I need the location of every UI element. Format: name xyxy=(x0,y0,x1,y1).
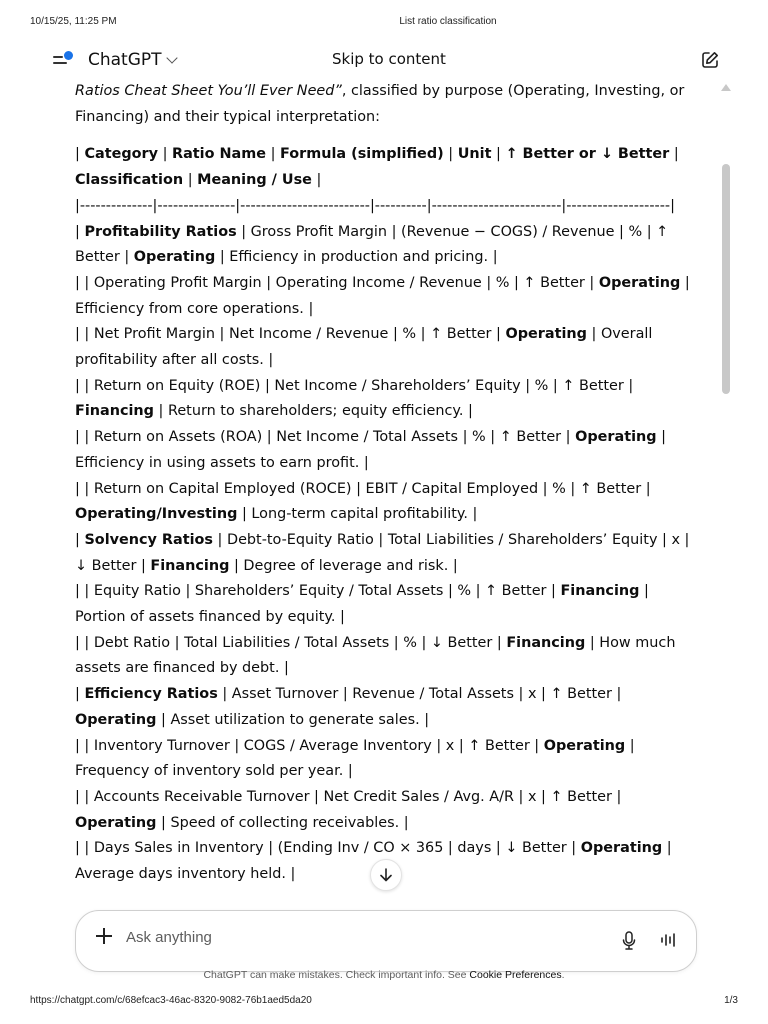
table-row: | | Return on Equity (ROE) | Net Income / Shareholders’ Equity | % | ↑ Better | Financing | Return to shareholders; equity efficiency. | xyxy=(75,377,634,420)
classification-label: Financing xyxy=(75,403,154,420)
table-row: | | Debt Ratio | Total Liabilities / Total Assets | % | ↓ Better | Financing | How much assets are financed by debt. | xyxy=(75,634,676,677)
intro-italic: Ratios Cheat Sheet You’ll Ever Need” xyxy=(75,83,342,99)
print-page-number: 1/3 xyxy=(724,995,738,1006)
arrow-down-icon xyxy=(378,867,394,883)
header-ratio-name: Ratio Name xyxy=(172,146,267,163)
category-label: Profitability Ratios xyxy=(84,223,237,240)
plus-icon[interactable] xyxy=(96,928,112,944)
print-doc-title: List ratio classification xyxy=(399,16,497,27)
table-row: | | Inventory Turnover | COGS / Average Inventory | x | ↑ Better | Operating | Frequency of inventory sold per year. | xyxy=(75,737,635,780)
assistant-message xyxy=(75,79,700,888)
header-category: Category xyxy=(84,146,159,163)
classification-label: Operating xyxy=(75,814,157,831)
classification-label: Financing xyxy=(150,557,230,574)
classification-label: Operating xyxy=(575,429,657,446)
voice-mode-icon[interactable] xyxy=(660,932,678,948)
scrollbar-thumb[interactable] xyxy=(722,164,730,394)
chevron-down-icon xyxy=(166,52,177,63)
table-header-line: | Category | Ratio Name | Formula (simplified) | Unit | ↑ Better or ↓ Better | Classification | Meaning / Use | xyxy=(75,146,679,189)
sidebar-toggle-icon[interactable] xyxy=(52,50,74,70)
table-row: | Profitability Ratios | Gross Profit Margin | (Revenue − COGS) / Revenue | % | ↑ Better | Operating | Efficiency in production and pricing. | xyxy=(75,223,669,266)
classification-label: Operating xyxy=(580,840,663,857)
top-bar xyxy=(38,40,730,82)
header-better: ↑ Better or ↓ Better xyxy=(505,146,670,163)
category-label: Solvency Ratios xyxy=(84,531,213,548)
scrollbar[interactable] xyxy=(720,84,732,909)
classification-label: Operating xyxy=(75,711,157,728)
table-row: | | Equity Ratio | Shareholders’ Equity / Total Assets | % | ↑ Better | Financing | Portion of assets financed by equity. | xyxy=(75,583,649,626)
table-row: | | Operating Profit Margin | Operating Income / Revenue | % | ↑ Better | Operating | Efficiency from core operations. | xyxy=(75,274,690,317)
classification-label: Operating xyxy=(598,274,681,291)
classification-label: Financing xyxy=(506,634,586,651)
microphone-icon[interactable] xyxy=(621,931,637,951)
classification-label: Operating/Investing xyxy=(75,506,238,523)
table-row: | | Days Sales in Inventory | (Ending Inv / CO × 365 | days | ↓ Better | Operating | Average days inventory held. | xyxy=(75,840,672,883)
disclaimer: ChatGPT can make mistakes. Check important info. See Cookie Preferences. xyxy=(203,969,565,981)
header-classification: Classification xyxy=(75,172,184,189)
table-row: | | Return on Assets (ROA) | Net Income / Total Assets | % | ↑ Better | Operating | Efficiency in using assets to earn profit. | xyxy=(75,429,667,471)
model-label: ChatGPT xyxy=(88,50,162,70)
new-chat-edit-icon[interactable] xyxy=(700,50,720,70)
intro-paragraph xyxy=(75,79,700,130)
scroll-to-bottom-button[interactable] xyxy=(370,859,402,891)
table-row: | | Accounts Receivable Turnover | Net Credit Sales / Avg. A/R | x | ↑ Better | Operating | Speed of collecting receivables. | xyxy=(75,788,622,831)
classification-label: Financing xyxy=(560,583,640,600)
print-footer xyxy=(0,995,768,1009)
classification-label: Operating xyxy=(505,326,587,343)
scroll-up-arrow-icon[interactable] xyxy=(721,84,731,91)
table-row: | Solvency Ratios | Debt-to-Equity Ratio | Total Liabilities / Shareholders’ Equity | x | ↓ Better | Financing | Degree of leverage and risk. | xyxy=(75,531,690,574)
header-meaning: Meaning / Use xyxy=(197,172,312,189)
header-unit: Unit xyxy=(457,146,492,163)
category-label: Efficiency Ratios xyxy=(84,686,218,703)
model-selector[interactable] xyxy=(88,48,176,72)
notification-dot xyxy=(64,51,73,60)
message-composer[interactable] xyxy=(75,910,697,972)
print-datetime: 10/15/25, 11:25 PM xyxy=(30,16,117,27)
classification-label: Operating xyxy=(133,249,216,266)
table-separator: |--------------|---------------|-------------------------|----------|-------------------------|--------------------| xyxy=(75,197,675,214)
cookie-preferences-link[interactable]: Cookie Preferences xyxy=(469,969,562,981)
table-row: | | Net Profit Margin | Net Income / Revenue | % | ↑ Better | Operating | Overall profitability after all costs. | xyxy=(75,326,653,369)
intro-text: , classified by purpose (Operating, Investing, or Financing) and their typical interpretation: xyxy=(75,83,685,125)
print-header xyxy=(0,16,768,30)
skip-to-content-link[interactable]: Skip to content xyxy=(332,50,446,68)
print-url: https://chatgpt.com/c/68efcac3-46ac-8320-9082-76b1aed5da20 xyxy=(30,995,312,1006)
table-row: | Efficiency Ratios | Asset Turnover | Revenue / Total Assets | x | ↑ Better | Operating | Asset utilization to generate sales. | xyxy=(75,686,622,728)
header-formula: Formula (simplified) xyxy=(280,146,444,163)
classification-label: Operating xyxy=(543,737,626,754)
prompt-input[interactable]: Ask anything xyxy=(126,929,212,946)
table-row: | | Return on Capital Employed (ROCE) | EBIT / Capital Employed | % | ↑ Better | Operating/Investing | Long-term capital profitability. | xyxy=(75,480,651,523)
